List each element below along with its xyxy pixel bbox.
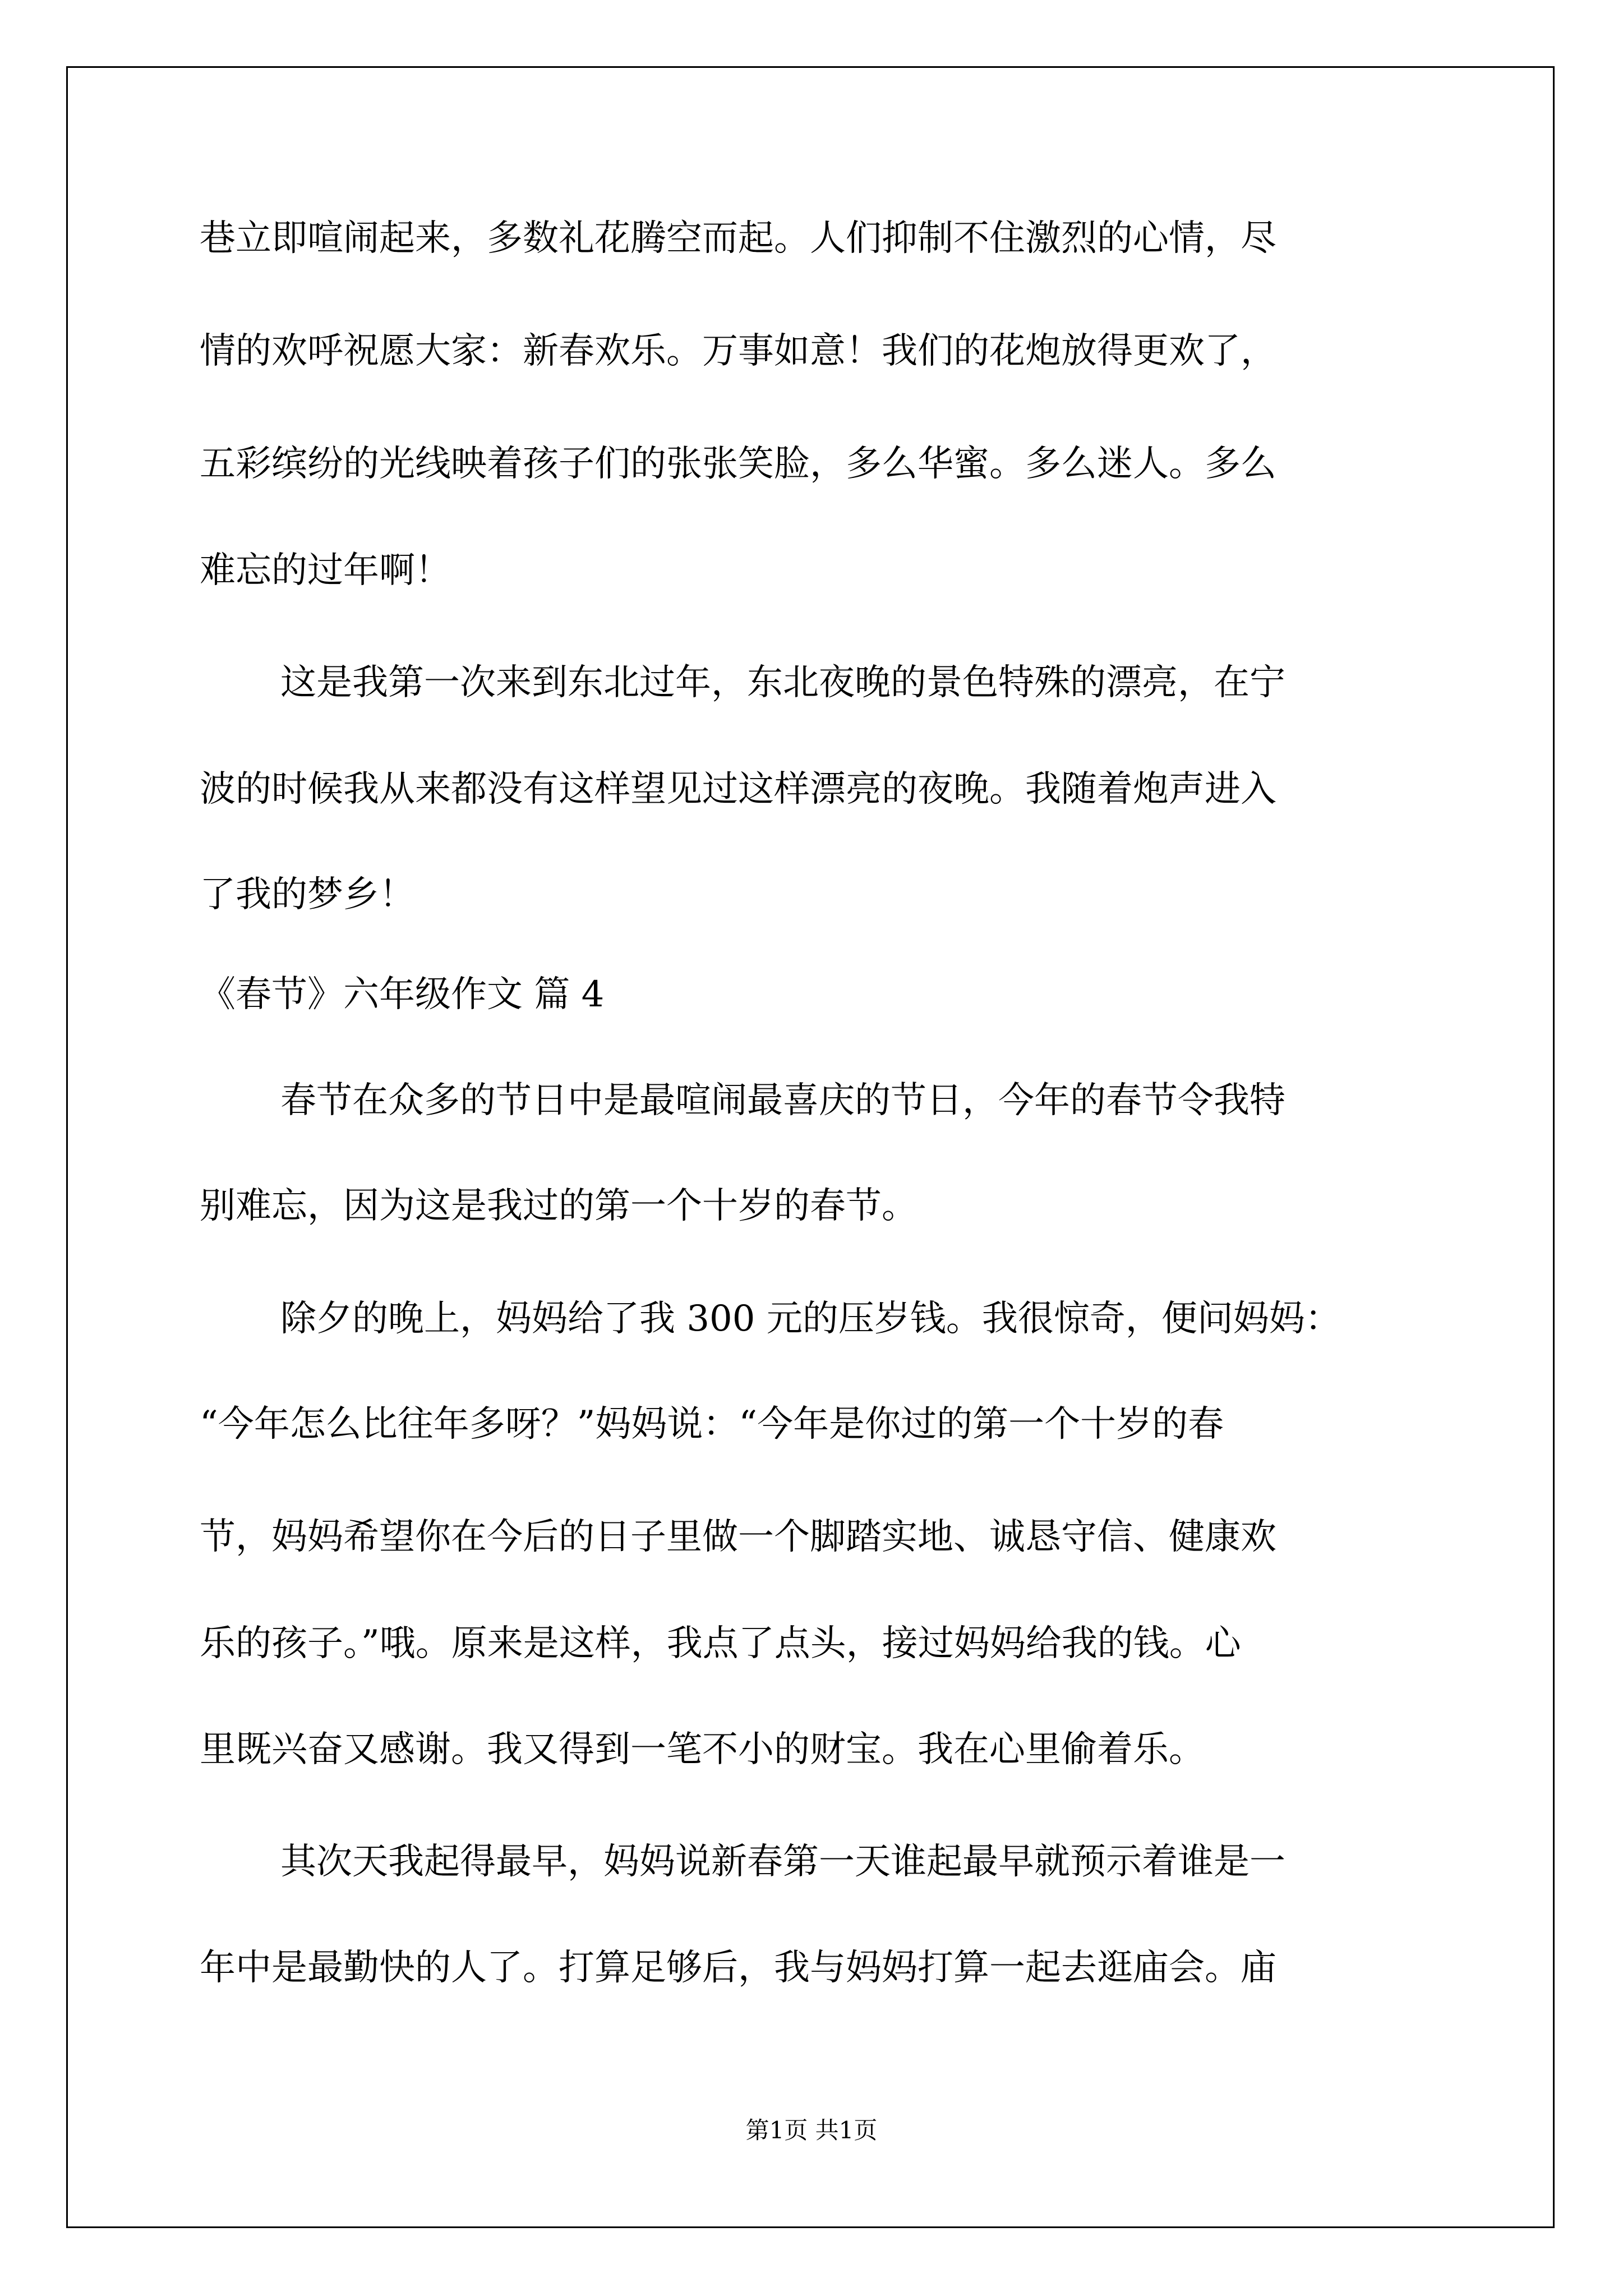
text-line: 年中是最勤快的人了。打算足够后，我与妈妈打算一起去逛庙会。庙 [200, 1947, 1276, 1989]
text-line: “今年怎么比往年多呀？”妈妈说：“今年是你过的第一个十岁的春 [200, 1404, 1224, 1445]
text-line: 别难忘，因为这是我过的第一个十岁的春节。 [200, 1185, 917, 1227]
text-line: 这是我第一次来到东北过年，东北夜晚的景色特殊的漂亮，在宁 [280, 662, 1285, 703]
text-line: 难忘的过年啊！ [200, 550, 451, 591]
text-line: 其次天我起得最早，妈妈说新春第一天谁起最早就预示着谁是一 [280, 1841, 1285, 1883]
text-line: 春节在众多的节日中是最喧闹最喜庆的节日，今年的春节令我特 [280, 1080, 1285, 1121]
text-line: 波的时候我从来都没有这样望见过这样漂亮的夜晚。我随着炮声进入 [200, 769, 1276, 810]
page-footer: 第1页 共1页 [745, 2116, 878, 2144]
section-heading: 《春节》六年级作文 篇 4 [200, 974, 605, 1015]
text-line: 乐的孩子。”哦。原来是这样，我点了点头，接过妈妈给我的钱。心 [200, 1623, 1241, 1664]
text-line: 节，妈妈希望你在今后的日子里做一个脚踏实地、诚恳守信、健康欢 [200, 1516, 1276, 1558]
text-line: 五彩缤纷的光线映着孩子们的张张笑脸，多么华蜜。多么迷人。多么 [200, 443, 1276, 485]
text-line: 了我的梦乡！ [200, 874, 415, 915]
text-line: 巷立即喧闹起来，多数礼花腾空而起。人们抑制不住激烈的心情，尽 [200, 218, 1276, 259]
text-line: 除夕的晚上，妈妈给了我 300 元的压岁钱。我很惊奇，便问妈妈： [280, 1298, 1341, 1340]
text-line: 里既兴奋又感谢。我又得到一笔不小的财宝。我在心里偷着乐。 [200, 1729, 1205, 1770]
text-line: 情的欢呼祝愿大家：新春欢乐。万事如意！我们的花炮放得更欢了， [200, 330, 1276, 372]
page-border [66, 66, 1555, 2228]
